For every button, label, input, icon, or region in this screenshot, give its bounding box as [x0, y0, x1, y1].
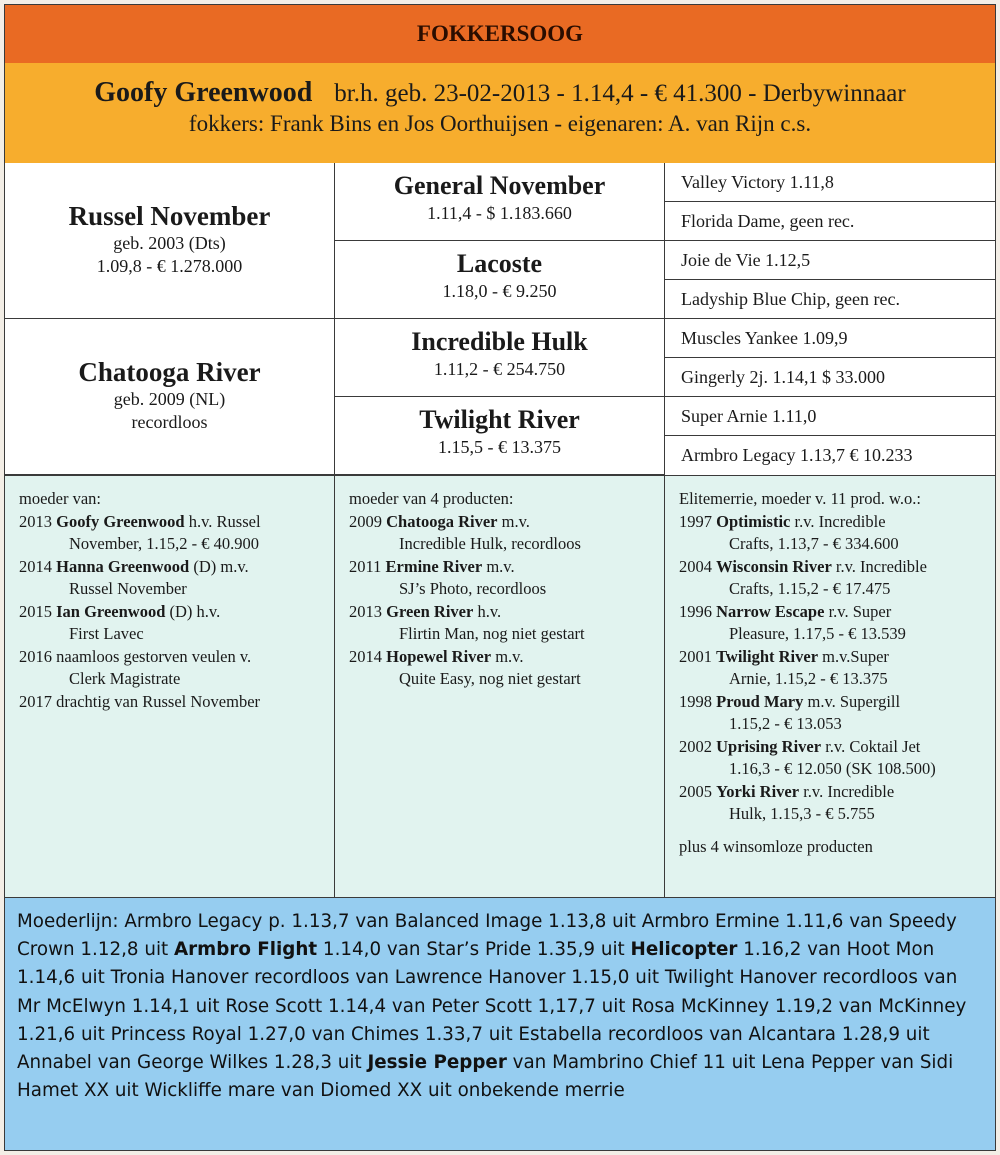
progeny-entry [679, 691, 995, 714]
entry-name: Twilight River [716, 646, 819, 666]
progeny-entry [19, 556, 334, 579]
entry-continuation: First Lavec [69, 624, 144, 643]
entry-year: 1996 [679, 601, 712, 621]
entry-year: 2005 [679, 781, 712, 801]
maternal-line-highlight: Armbro Flight [174, 939, 318, 961]
progeny-entry [679, 601, 995, 624]
entry-continuation: Incredible Hulk, recordloos [399, 534, 581, 553]
sire-record: 1.09,8 - € 1.278.000 [96, 256, 243, 276]
pedigree-grid [5, 163, 995, 475]
entry-name: Ermine River [385, 556, 483, 576]
entry-continuation: 1.16,3 - € 12.050 (SK 108.500) [729, 759, 936, 778]
entry-continuation: Clerk Magistrate [69, 669, 181, 688]
progeny-heading: moeder van: [19, 489, 102, 508]
progeny-entry [349, 556, 664, 579]
pedigree-sire [5, 163, 335, 319]
entry-year: 2014 [349, 646, 382, 666]
entry-continuation: Hulk, 1.15,3 - € 5.755 [729, 804, 875, 823]
entry-continuation: Arnie, 1.15,2 - € 13.375 [729, 669, 888, 688]
entry-continuation: Crafts, 1.15,2 - € 17.475 [729, 579, 891, 598]
entry-name: Wisconsin River [716, 556, 832, 576]
entry-text: naamloos gestorven veulen v. [56, 646, 252, 666]
gen3-ancestor: Ladyship Blue Chip, geen rec. [665, 280, 995, 319]
progeny-section [5, 475, 995, 898]
progeny-entry [349, 511, 664, 534]
progeny-footer: plus 4 winsomloze producten [679, 836, 873, 856]
pedigree-dam-dam [335, 397, 665, 475]
gen3-ancestor: Armbro Legacy 1.13,7 € 10.233 [681, 445, 913, 465]
entry-year: 1998 [679, 691, 712, 711]
entry-continuation: Flirtin Man, nog niet gestart [399, 624, 585, 643]
entry-text: r.v. Incredible [790, 511, 886, 531]
entry-name: Chatooga River [386, 511, 498, 531]
entry-year: 2011 [349, 556, 382, 576]
entry-year: 2009 [349, 511, 382, 531]
progeny-entry [19, 691, 334, 714]
dam-birth: geb. 2009 (NL) [113, 389, 226, 409]
progeny-entry [19, 601, 334, 624]
gen3-ancestor: Super Arnie 1.11,0 [665, 397, 995, 436]
progeny-entry [679, 736, 995, 759]
sire-name: Russel November [68, 201, 271, 231]
entry-text: drachtig van Russel November [56, 691, 261, 711]
dam-name: Chatooga River [78, 357, 261, 387]
entry-name: Goofy Greenwood [56, 511, 185, 531]
entry-text: r.v. Coktail Jet [821, 736, 921, 756]
entry-name: Proud Mary [716, 691, 804, 711]
entry-year: 2004 [679, 556, 712, 576]
entry-year: 2001 [679, 646, 712, 666]
gen3-ancestor: Valley Victory 1.11,8 [665, 163, 995, 202]
entry-continuation: Crafts, 1.13,7 - € 334.600 [729, 534, 899, 553]
progeny-entry [679, 556, 995, 579]
entry-text: m.v. Supergill [803, 691, 901, 711]
dam-record: recordloos [131, 412, 208, 432]
dam-dam-record: 1.15,5 - € 13.375 [438, 437, 561, 457]
entry-year: 2013 [349, 601, 382, 621]
maternal-line-text: Moederlijn: Armbro Legacy p. 1.13,7 van Balanced Image 1.13,8 uit Armbro Ermine 1.11,6 van Speedy Crown 1.12,8 uit [17, 911, 957, 961]
entry-name: Hanna Greenwood [56, 556, 190, 576]
entry-text: r.v. Incredible [799, 781, 895, 801]
maternal-line-highlight: Helicopter [630, 939, 738, 961]
dam-sire-record: 1.11,2 - € 254.750 [433, 359, 566, 379]
entry-text: h.v. [473, 601, 502, 621]
progeny-entry [679, 646, 995, 669]
sire-dam-record: 1.18,0 - € 9.250 [442, 281, 557, 301]
progeny-entry [19, 511, 334, 534]
pedigree-dam [5, 319, 335, 475]
sire-sire-name: General November [393, 171, 606, 200]
entry-continuation: Russel November [69, 579, 187, 598]
horse-header [5, 63, 995, 164]
entry-continuation: SJ’s Photo, recordloos [399, 579, 547, 598]
maternal-line [5, 898, 995, 1150]
horse-name: Goofy Greenwood [94, 77, 313, 108]
progeny-column-dam [5, 476, 335, 897]
entry-text: r.v. Super [824, 601, 892, 621]
entry-text: m.v.Super [818, 646, 889, 666]
progeny-entry [19, 646, 334, 669]
progeny-entry [349, 646, 664, 669]
dam-sire-name: Incredible Hulk [411, 327, 588, 356]
gen3-ancestor: Florida Dame, geen rec. [665, 202, 995, 241]
progeny-column-greatgranddam [665, 476, 995, 897]
entry-year: 2002 [679, 736, 712, 756]
breeders-owners: fokkers: Frank Bins en Jos Oorthuijsen - eigenaren: A. van Rijn c.s. [188, 111, 812, 136]
fokkersoog-table [4, 4, 996, 1151]
entry-name: Ian Greenwood [56, 601, 166, 621]
progeny-entry [349, 601, 664, 624]
sire-sire-record: 1.11,4 - $ 1.183.660 [427, 203, 572, 223]
entry-text: m.v. [497, 511, 530, 531]
section-title [5, 5, 995, 64]
horse-line [5, 77, 995, 109]
entry-continuation: 1.15,2 - € 13.053 [729, 714, 842, 733]
entry-name: Narrow Escape [716, 601, 825, 621]
progeny-heading: Elitemerrie, moeder v. 11 prod. w.o.: [679, 489, 921, 508]
entry-text: m.v. [482, 556, 515, 576]
maternal-line-text: 1.16,2 van Hoot Mon 1.14,6 uit Tronia Hanover recordloos van Lawrence Hanover 1.15,0 uit Twilight Hanover recordloos van Mr McElwyn 1.14,1 uit Rose Scott 1.14,4 van Peter Scott 1,17,7 uit Rosa McKinney 1.19,2 van McKinney 1.21,6 uit Princess Royal 1.27,0 van Chimes 1.33,7 uit Estabella recordloos van Alcantara 1.28,9 uit Annabel van George Wilkes 1.28,3 uit [17, 939, 967, 1074]
entry-text: r.v. Incredible [831, 556, 927, 576]
entry-year: 2017 [19, 691, 52, 711]
gen3-ancestor: Joie de Vie 1.12,5 [665, 241, 995, 280]
entry-year: 2016 [19, 646, 52, 666]
maternal-line-highlight: Jessie Pepper [367, 1052, 507, 1074]
sire-birth: geb. 2003 (Dts) [113, 233, 226, 253]
gen3-ancestor: Muscles Yankee 1.09,9 [665, 319, 995, 358]
entry-name: Uprising River [716, 736, 822, 756]
entry-year: 2014 [19, 556, 52, 576]
entry-year: 1997 [679, 511, 712, 531]
entry-name: Hopewel River [386, 646, 492, 666]
entry-year: 2015 [19, 601, 52, 621]
progeny-entry [679, 781, 995, 804]
entry-text: (D) m.v. [189, 556, 249, 576]
maternal-line-text: 1.14,0 van Star’s Pride 1.35,9 uit [317, 939, 631, 961]
entry-continuation: November, 1.15,2 - € 40.900 [69, 534, 259, 553]
entry-continuation: Quite Easy, nog niet gestart [399, 669, 581, 688]
entry-continuation: Pleasure, 1.17,5 - € 13.539 [729, 624, 906, 643]
entry-name: Green River [386, 601, 474, 621]
entry-name: Yorki River [716, 781, 800, 801]
pedigree-dam-sire [335, 319, 665, 397]
entry-text: h.v. Russel [184, 511, 261, 531]
progeny-column-granddam [335, 476, 665, 897]
pedigree-sire-sire [335, 163, 665, 241]
entry-text: m.v. [491, 646, 524, 666]
entry-year: 2013 [19, 511, 52, 531]
entry-name: Optimistic [716, 511, 791, 531]
gen3-ancestor: Gingerly 2j. 1.14,1 $ 33.000 [665, 358, 995, 397]
section-title-text: FOKKERSOOG [416, 21, 584, 46]
sire-dam-name: Lacoste [456, 249, 543, 278]
progeny-entry [679, 511, 995, 534]
entry-text: (D) h.v. [165, 601, 221, 621]
maternal-line-text: van Mambrino Chief 11 uit Lena Pepper van Sidi Hamet XX uit Wickliffe mare van Diomed XX uit onbekende merrie [17, 1052, 954, 1102]
progeny-heading: moeder van 4 producten: [349, 489, 514, 508]
horse-details: br.h. geb. 23-02-2013 - 1.14,4 - € 41.300 - Derbywinnaar [334, 80, 906, 107]
dam-dam-name: Twilight River [419, 405, 580, 434]
pedigree-sire-dam [335, 241, 665, 319]
